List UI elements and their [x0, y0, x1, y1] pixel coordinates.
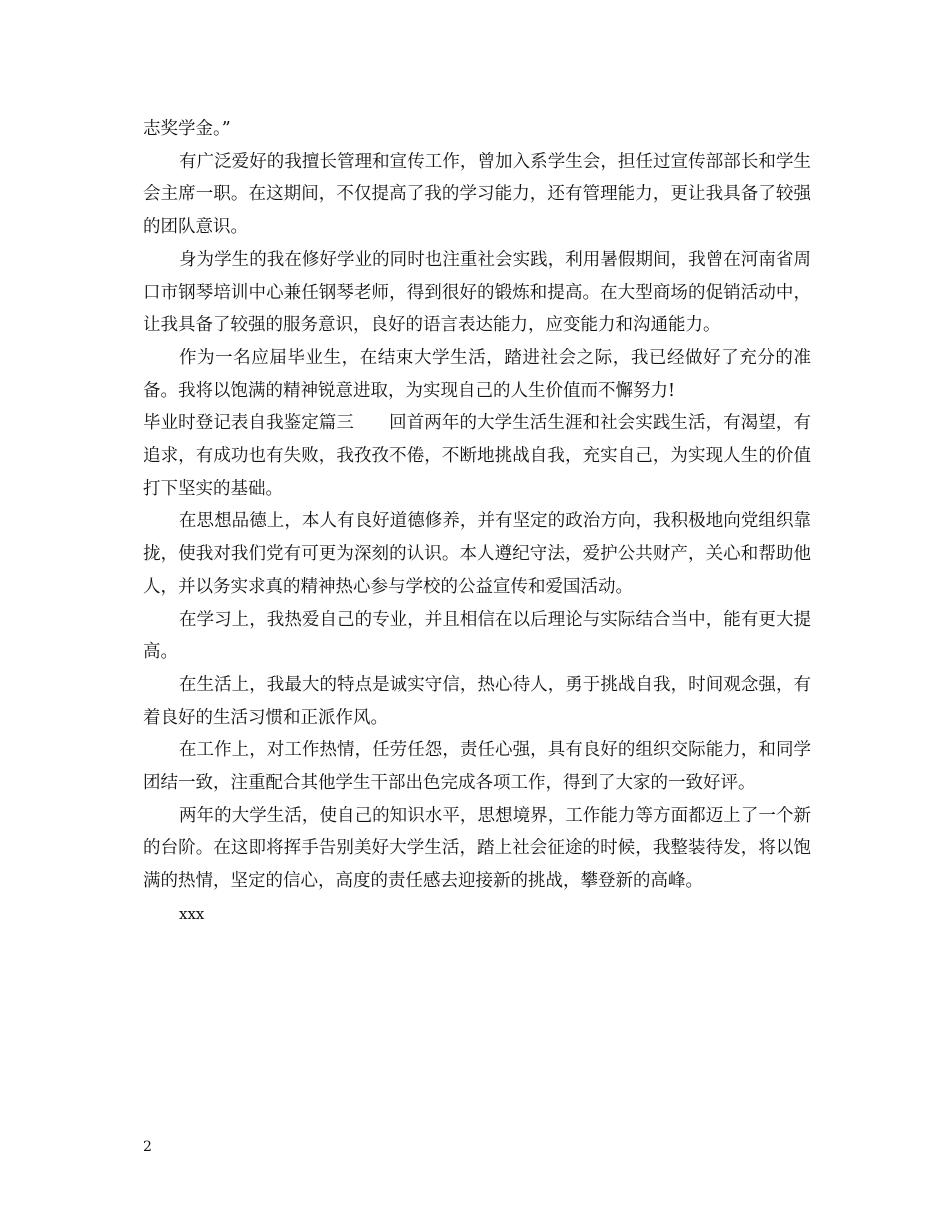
section-heading-paragraph: 毕业时登记表自我鉴定篇三 回首两年的大学生活生涯和社会实践生活，有渴望，有追求，有成功也有失败，我孜孜不倦，不断地挑战自我，充实自己，为实现人生的价值打下坚实的基础。 — [143, 413, 811, 499]
paragraph: 在思想品德上，本人有良好道德修养，并有坚定的政治方向，我积极地向党组织靠拢，使我对我们党有可更为深刻的认识。本人遵纪守法，爱护公共财产，关心和帮助他人，并以务实求真的精神热心参与学校的公益宣传和爱国活动。 — [143, 511, 811, 597]
paragraph: 在生活上，我最大的特点是诚实守信，热心待人，勇于挑战自我，时间观念强，有着良好的生活习惯和正派作风。 — [143, 674, 811, 728]
signature: xxx — [179, 904, 205, 923]
paragraph: 志奖学金。” — [143, 119, 231, 139]
paragraph: 在学习上，我热爱自己的专业，并且相信在以后理论与实际结合当中，能有更大提高。 — [143, 609, 811, 663]
document-body — [143, 113, 811, 931]
paragraph: 在工作上，对工作热情，任劳任怨，责任心强，具有良好的组织交际能力，和同学团结一致，注重配合其他学生干部出色完成各项工作，得到了大家的一致好评。 — [143, 740, 811, 794]
paragraph: 作为一名应届毕业生，在结束大学生活，踏进社会之际，我已经做好了充分的准备。我将以饱满的精神锐意进取，为实现自己的人生价值而不懈努力! — [143, 347, 811, 401]
paragraph: 有广泛爱好的我擅长管理和宣传工作，曾加入系学生会，担任过宣传部部长和学生会主席一职。在这期间，不仅提高了我的学习能力，还有管理能力，更让我具备了较强的团队意识。 — [143, 151, 811, 238]
paragraph: 身为学生的我在修好学业的同时也注重社会实践，利用暑假期间，我曾在河南省周口市钢琴培训中心兼任钢琴老师，得到很好的锻炼和提高。在大型商场的促销活动中，让我具备了较强的服务意识，良好的语言表达能力，应变能力和沟通能力。 — [143, 249, 811, 336]
paragraph: 两年的大学生活，使自己的知识水平，思想境界，工作能力等方面都迈上了一个新的台阶。在这即将挥手告别美好大学生活，踏上社会征途的时候，我整装待发，将以饱满的热情，坚定的信心，高度的责任感去迎接新的挑战，攀登新的高峰。 — [143, 805, 811, 892]
page-number: 2 — [143, 1139, 152, 1155]
